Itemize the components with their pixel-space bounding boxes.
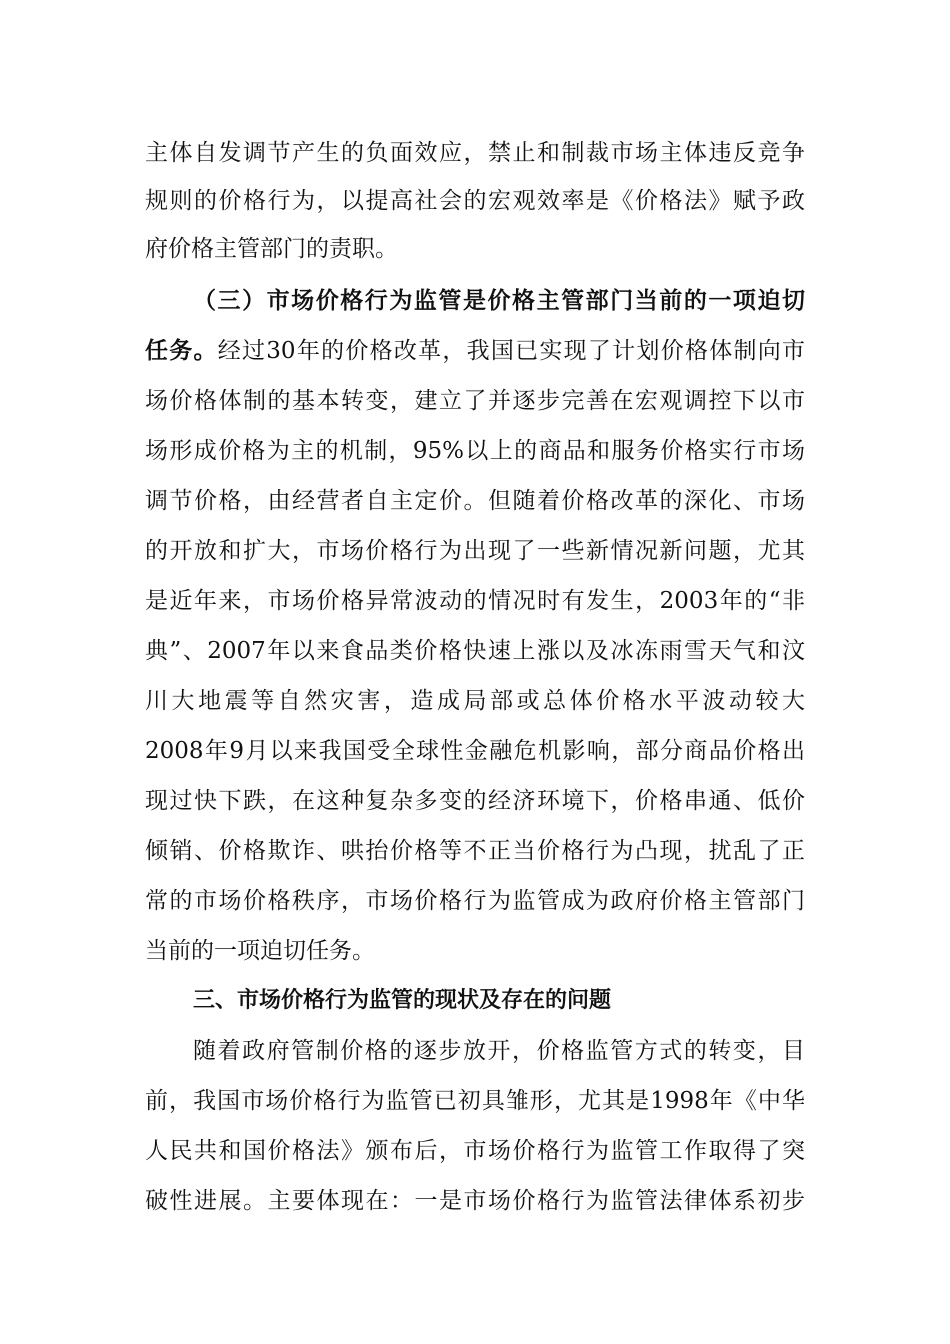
text-line: 典”、2007年以来食品类价格快速上涨以及冰冻雨雪天气和汶 [145,638,805,664]
text-line: 前，我国市场价格行为监管已初具雏形，尤其是1998年《中华 [145,1088,805,1114]
text-line: 府价格主管部门的责职。 [145,236,398,262]
text-line: 主体自发调节产生的负面效应，禁止和制裁市场主体违反竞争 [145,140,805,166]
text-line [145,334,805,368]
text-line: 当前的一项迫切任务。 [145,938,375,964]
text-line: 的开放和扩大，市场价格行为出现了一些新情况新问题，尤其 [145,538,805,564]
text-line: 场形成价格为主的机制，95%以上的商品和服务价格实行市场 [145,438,805,464]
bold-lead: 任务。 [145,338,218,364]
text-line: 场价格体制的基本转变，建立了并逐步完善在宏观调控下以市 [145,388,805,414]
text-line: 随着政府管制价格的逐步放开，价格监管方式的转变，目 [193,1038,805,1064]
text-line: 倾销、价格欺诈、哄抬价格等不正当价格行为凸现，扰乱了正 [145,838,805,864]
text-span: 经过30年的价格改革，我国已实现了计划价格体制向市 [217,338,805,364]
section-heading-bold: （三）市场价格行为监管是价格主管部门当前的一项迫切 [193,288,805,314]
text-line: 人民共和国价格法》颁布后，市场价格行为监管工作取得了突 [145,1138,805,1164]
text-line: 是近年来，市场价格异常波动的情况时有发生，2003年的“非 [145,588,805,614]
text-line: 川大地震等自然灾害，造成局部或总体价格水平波动较大 [145,688,805,714]
text-line: 2008年9月以来我国受全球性金融危机影响，部分商品价格出 [145,738,805,764]
section-heading: 三、市场价格行为监管的现状及存在的问题 [193,988,612,1013]
text-line: 破性进展。主要体现在：一是市场价格行为监管法律体系初步 [145,1188,805,1214]
text-line: 调节价格，由经营者自主定价。但随着价格改革的深化、市场 [145,488,805,514]
text-line: 常的市场价格秩序，市场价格行为监管成为政府价格主管部门 [145,888,805,914]
text-line: 现过快下跌，在这种复杂多变的经济环境下，价格串通、低价 [145,788,805,814]
text-line: 规则的价格行为，以提高社会的宏观效率是《价格法》赋予政 [145,188,805,214]
